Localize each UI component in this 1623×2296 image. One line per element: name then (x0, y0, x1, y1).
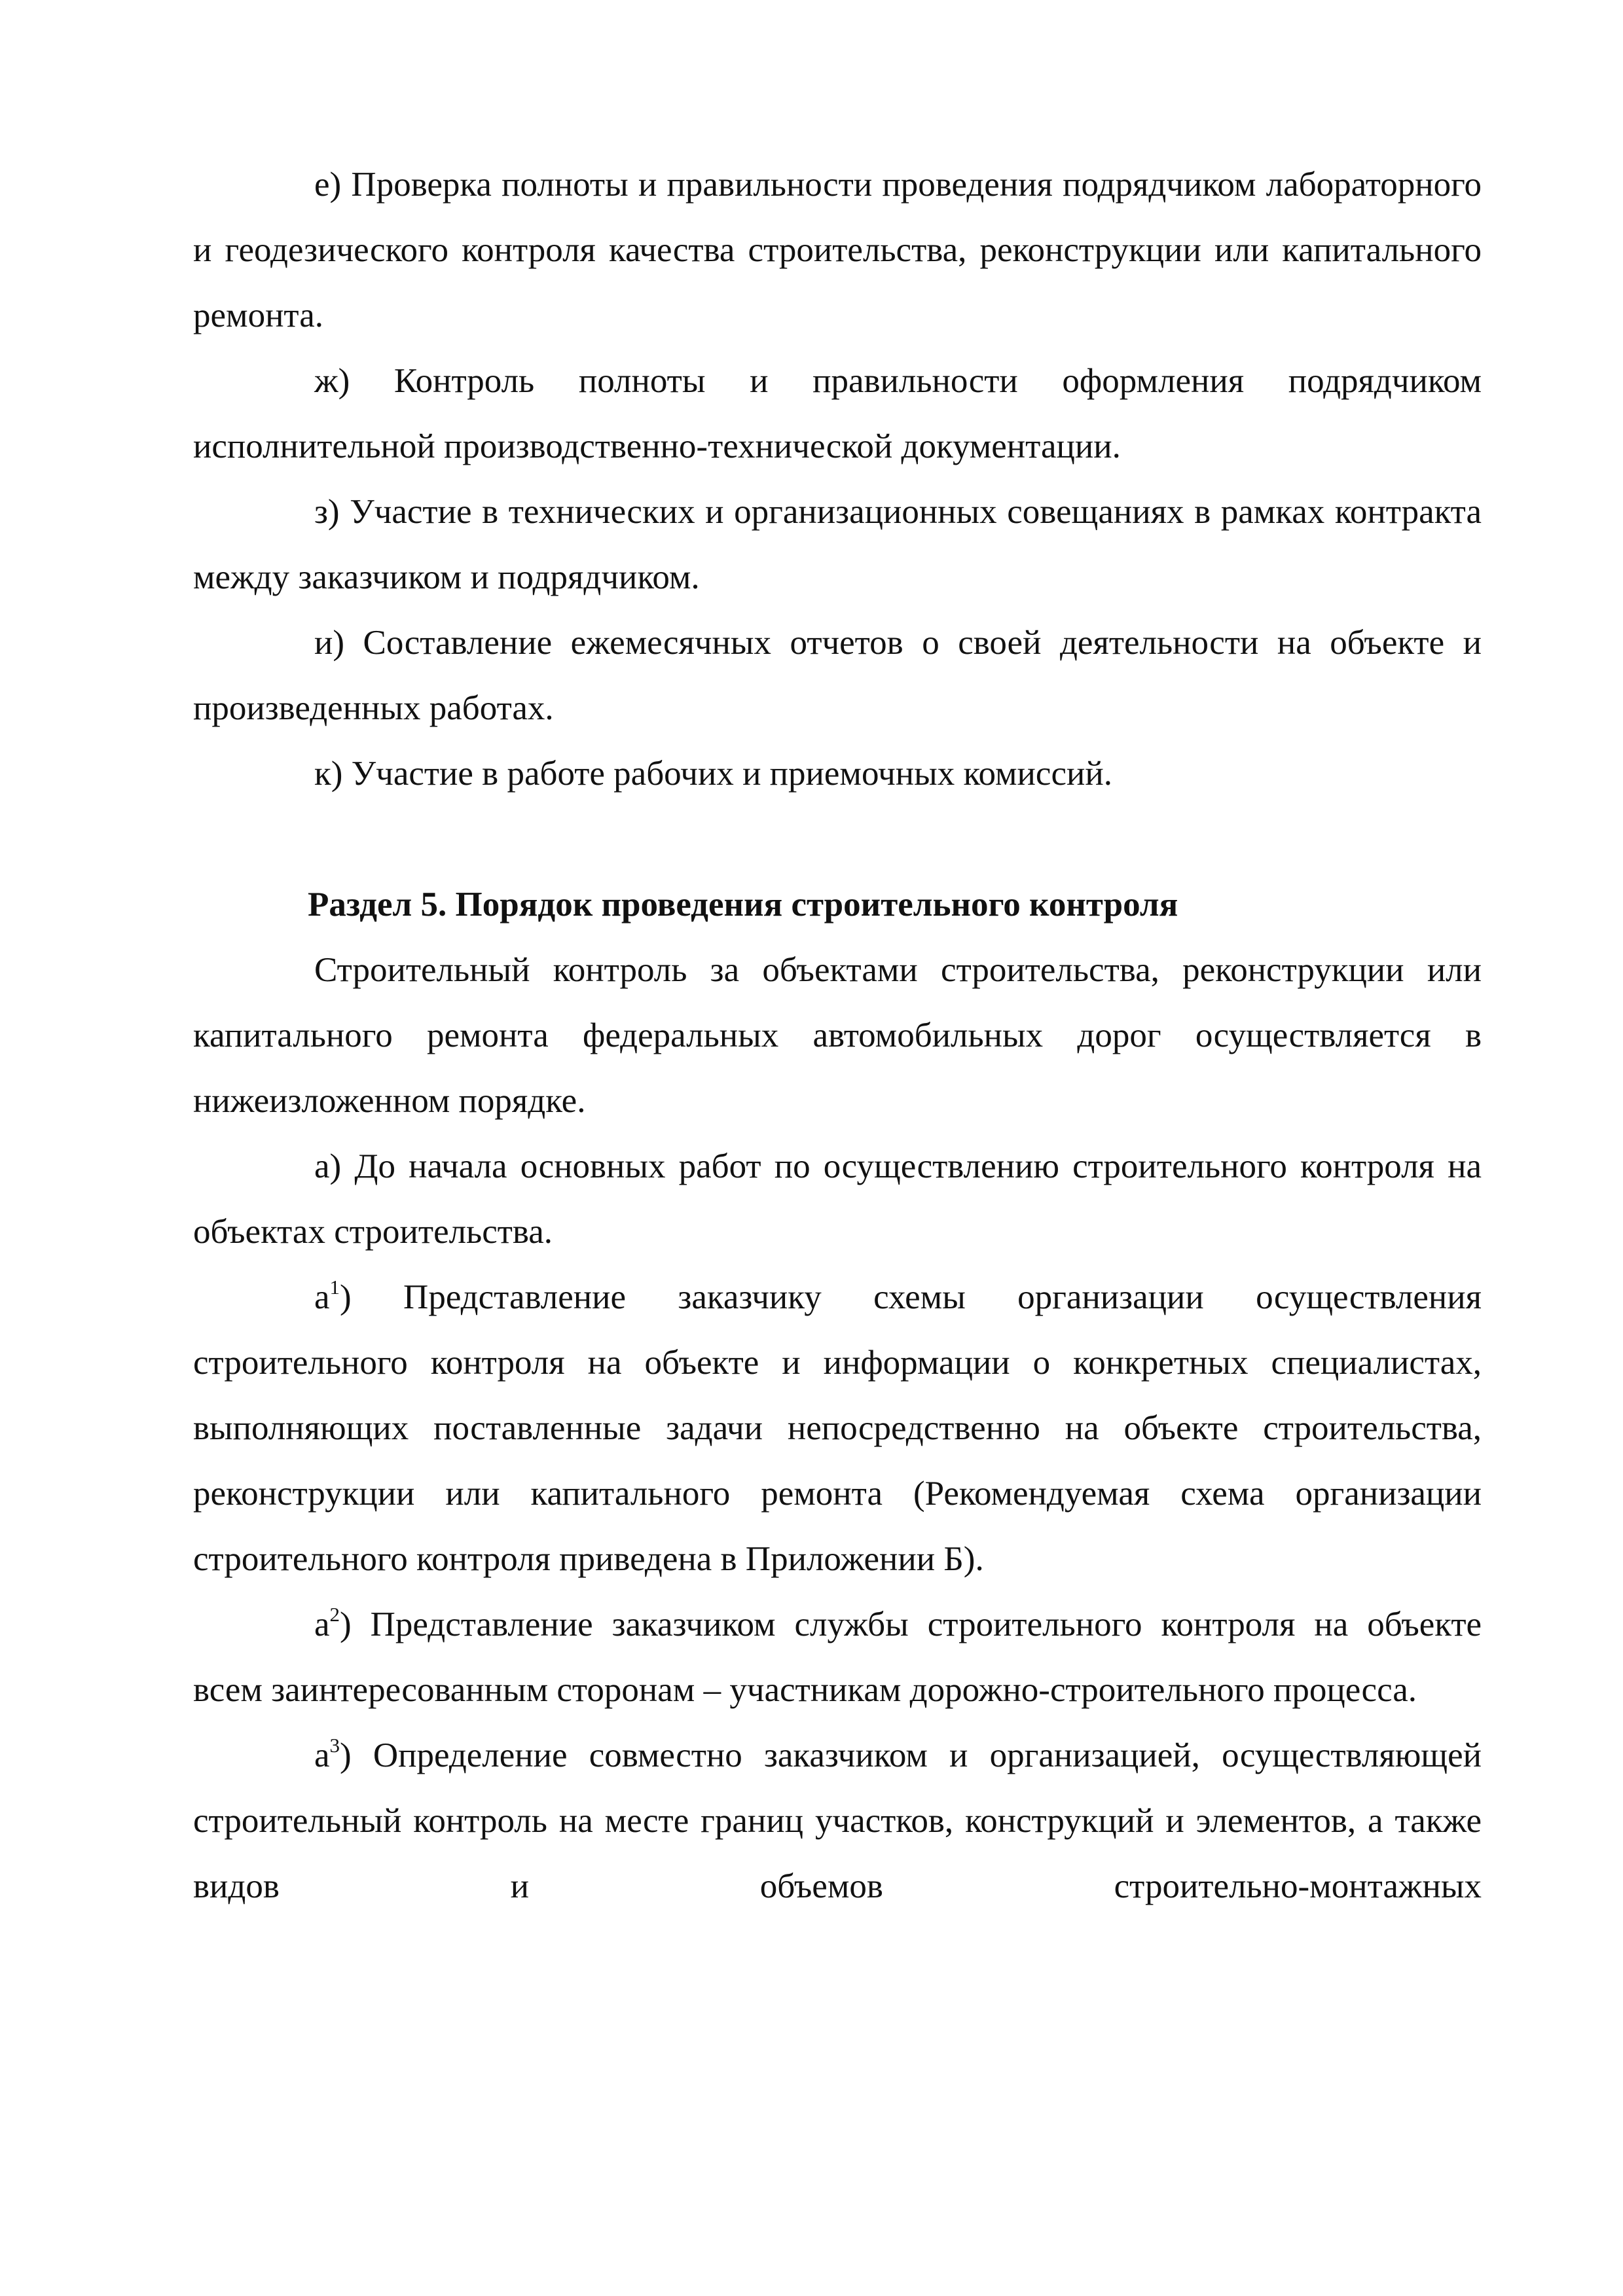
paragraph-zh: ж) Контроль полноты и правильности оформления подрядчиком исполнительной производственно-технической документации. (193, 362, 1482, 465)
paragraph-a2-superscript: 2 (329, 1603, 340, 1626)
paragraph-z: з) Участие в технических и организационных совещаниях в рамках контракта между заказчиком и подрядчиком. (193, 493, 1482, 596)
paragraph-e: е) Проверка полноты и правильности проведения подрядчиком лабораторного и геодезического контроля качества строительства, реконструкции или капитального ремонта. (193, 166, 1482, 334)
paragraph-a1 (193, 1265, 1482, 1592)
paragraph-a2 (193, 1592, 1482, 1723)
paragraph-i: и) Составление ежемесячных отчетов о своей деятельности на объекте и произведенных работах. (193, 624, 1482, 727)
section-intro-paragraph: Строительный контроль за объектами строительства, реконструкции или капитального ремонта федеральных автомобильных дорог осуществляется в нижеизложенном порядке. (193, 951, 1482, 1120)
paragraph-a3-text: ) Определение совместно заказчиком и организацией, осуществляющей строительный контроль на месте границ участков, конструкций и элементов, а также видов и объемов строительно-монтажных (193, 1736, 1482, 1905)
document-body (193, 152, 1482, 1919)
paragraph-a2-letter: а (314, 1605, 330, 1643)
paragraph-a2-text: ) Представление заказчиком службы строительного контроля на объекте всем заинтересованным сторонам – участникам дорожно-строительного процесса. (193, 1605, 1482, 1709)
paragraph-a1-superscript: 1 (329, 1276, 340, 1299)
paragraph-a1-letter: а (314, 1278, 330, 1316)
paragraph-a3 (193, 1723, 1482, 1919)
paragraph-a3-superscript: 3 (329, 1734, 340, 1757)
paragraph-k: к) Участие в работе рабочих и приемочных комиссий. (314, 755, 1112, 793)
paragraph-a3-letter: а (314, 1736, 330, 1774)
paragraph-a: а) До начала основных работ по осуществлению строительного контроля на объектах строительства. (193, 1147, 1482, 1251)
paragraph-a1-text: ) Представление заказчику схемы организации осуществления строительного контроля на объекте и информации о конкретных специалистах, выполняющих поставленные задачи непосредственно на объекте строительства, реконструкции или капитального ремонта (Рекомендуемая схема организации строительного контроля приведена в Приложении Б). (193, 1278, 1482, 1578)
section-heading: Раздел 5. Порядок проведения строительного контроля (308, 886, 1178, 924)
